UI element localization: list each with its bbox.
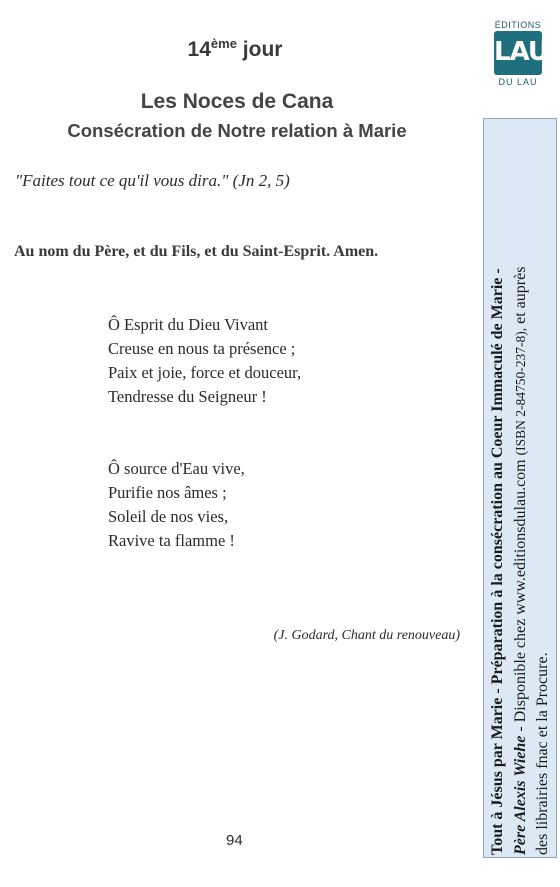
hymn-line: Purifie nos âmes ; bbox=[108, 483, 227, 502]
book-info-sidebar bbox=[483, 118, 557, 858]
publisher-logo bbox=[488, 20, 548, 100]
chapter-title: Les Noces de Cana bbox=[140, 90, 334, 113]
hymn-attribution: (J. Godard, Chant du renouveau) bbox=[273, 628, 460, 643]
sidebar-author: Père Alexis Wiehe bbox=[511, 735, 529, 855]
hymn-line: Creuse en nous ta présence ; bbox=[108, 339, 296, 358]
page-number: 94 bbox=[226, 832, 243, 849]
sidebar-line-availability bbox=[510, 123, 533, 855]
chapter-subtitle: Consécration de Notre relation à Marie bbox=[67, 120, 407, 141]
day-title bbox=[0, 36, 470, 62]
logo-mark-text: LAU bbox=[494, 37, 549, 67]
sidebar-availability-end: et auprès bbox=[511, 266, 529, 328]
hymn-stanza-1 bbox=[108, 313, 301, 409]
hymn-line: Ô Esprit du Dieu Vivant bbox=[108, 315, 269, 334]
hymn-stanza-2 bbox=[108, 457, 245, 553]
hymn-line: Paix et joie, force et douceur, bbox=[108, 363, 302, 382]
day-word: jour bbox=[242, 38, 283, 61]
day-suffix: ème bbox=[210, 36, 237, 51]
hymn-line: Tendresse du Seigneur ! bbox=[108, 387, 267, 406]
scripture-quote: "Faites tout ce qu'il vous dira." (Jn 2, 5) bbox=[15, 171, 290, 190]
hymn-line: Ô source d'Eau vive, bbox=[108, 459, 245, 478]
sidebar-line-title: Tout à Jésus par Marie - Préparation à la consécration au Coeur Immaculé de Marie - bbox=[489, 268, 506, 855]
invocation: Au nom du Père, et du Fils, et du Saint-Esprit. Amen. bbox=[14, 243, 379, 260]
logo-bottom-text: DU LAU bbox=[498, 77, 538, 87]
sidebar-availability: - Disponible chez www.editionsdulau.com bbox=[511, 455, 529, 736]
hymn-line: Ravive ta flamme ! bbox=[108, 531, 235, 550]
day-number: 14 bbox=[187, 38, 211, 61]
sidebar-line-stores: des librairies fnac et la Procure. bbox=[534, 652, 551, 855]
sidebar-text bbox=[487, 123, 555, 855]
sidebar-isbn: (ISBN 2-84750-237-8), bbox=[512, 327, 528, 456]
hymn-line: Soleil de nos vies, bbox=[108, 507, 229, 526]
logo-top-text: ÉDITIONS bbox=[494, 20, 542, 30]
logo-mark bbox=[494, 31, 549, 75]
